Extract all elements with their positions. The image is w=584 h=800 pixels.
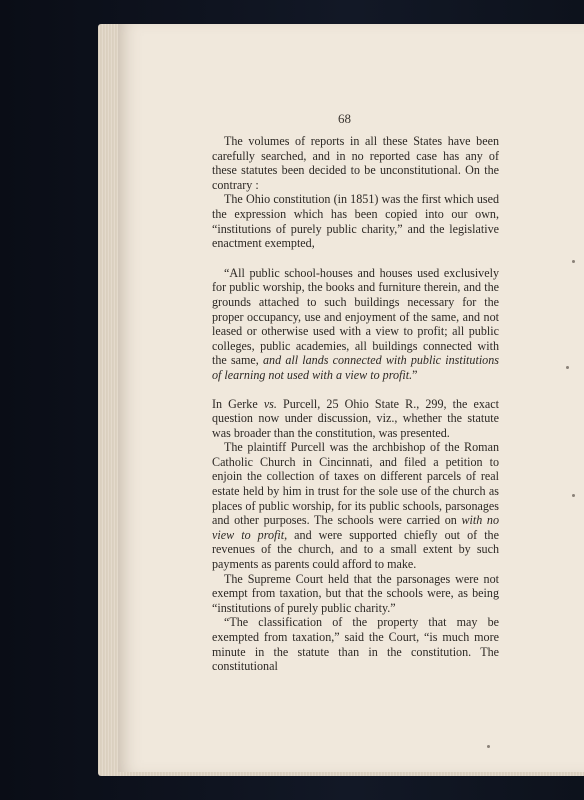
plaintiff-text: The plaintiff Purcell was the archbishop of the Roman Catholic Church in Cincinnati, and filed a petition to enjoin the collection of taxes on different parcels of real estate held by him in trust for the sole use of the church as places of public worship, for its public schools, parsonages and other purposes. The schools were carried on [212,440,499,528]
paragraph-plaintiff-purcell [212,440,499,571]
plaintiff-italic-text: with no view to profit [212,513,499,542]
case-citation-text: Purcell, 25 Ohio State R., 299, the exact question now under discussion, viz., whether the statute was broader than the constitution, was presented. [212,396,499,440]
paragraph-classification: “The classification of the property that may be exempted from taxation,” said the Court, “is much more minute in the statute than in the constitution. The constitutional [212,615,499,674]
page-speck [566,366,569,369]
case-intro-text: In Gerke [212,396,264,411]
quote-close: ” [412,367,418,382]
page-speck [487,745,490,748]
quote-italic-text: and all lands connected with public institutions of learning not used with a view to profit. [212,353,499,382]
body-text [212,134,499,674]
page-speck [572,494,575,497]
plaintiff-text-end: , and were supported chiefly out of the revenues of the church, and to a small extent by such payments as parents could afford to make. [212,527,499,572]
case-vs-italic: vs. [263,396,277,411]
paragraph-statute-quote [212,266,499,383]
quote-text: “All public school-houses and houses used exclusively for public worship, the books and furniture therein, and the grounds attached to such buildings necessary for the proper occupancy, use and enjoyment of the same, and not leased or otherwise used with a view to profit; all public colleges, public academies, all buildings connected with the same, [212,265,499,368]
paragraph-ohio-constitution: The Ohio constitution (in 1851) was the first which used the expression which has been copied into our own, “institutions of purely public charity,” and the legislative enactment exempted, [212,192,499,251]
paragraph-gerke-purcell [212,397,499,441]
paragraph-reports-searched: The volumes of reports in all these States have been carefully searched, and in no reported case has any of these statutes been decided to be unconstitutional. On the contrary : [212,134,499,192]
page-speck [572,260,575,263]
page-number: 68 [338,111,351,126]
paragraph-supreme-court-held: The Supreme Court held that the parsonages were not exempt from taxation, but that the schools were, as being “institutions of purely public charity.” [212,571,499,615]
